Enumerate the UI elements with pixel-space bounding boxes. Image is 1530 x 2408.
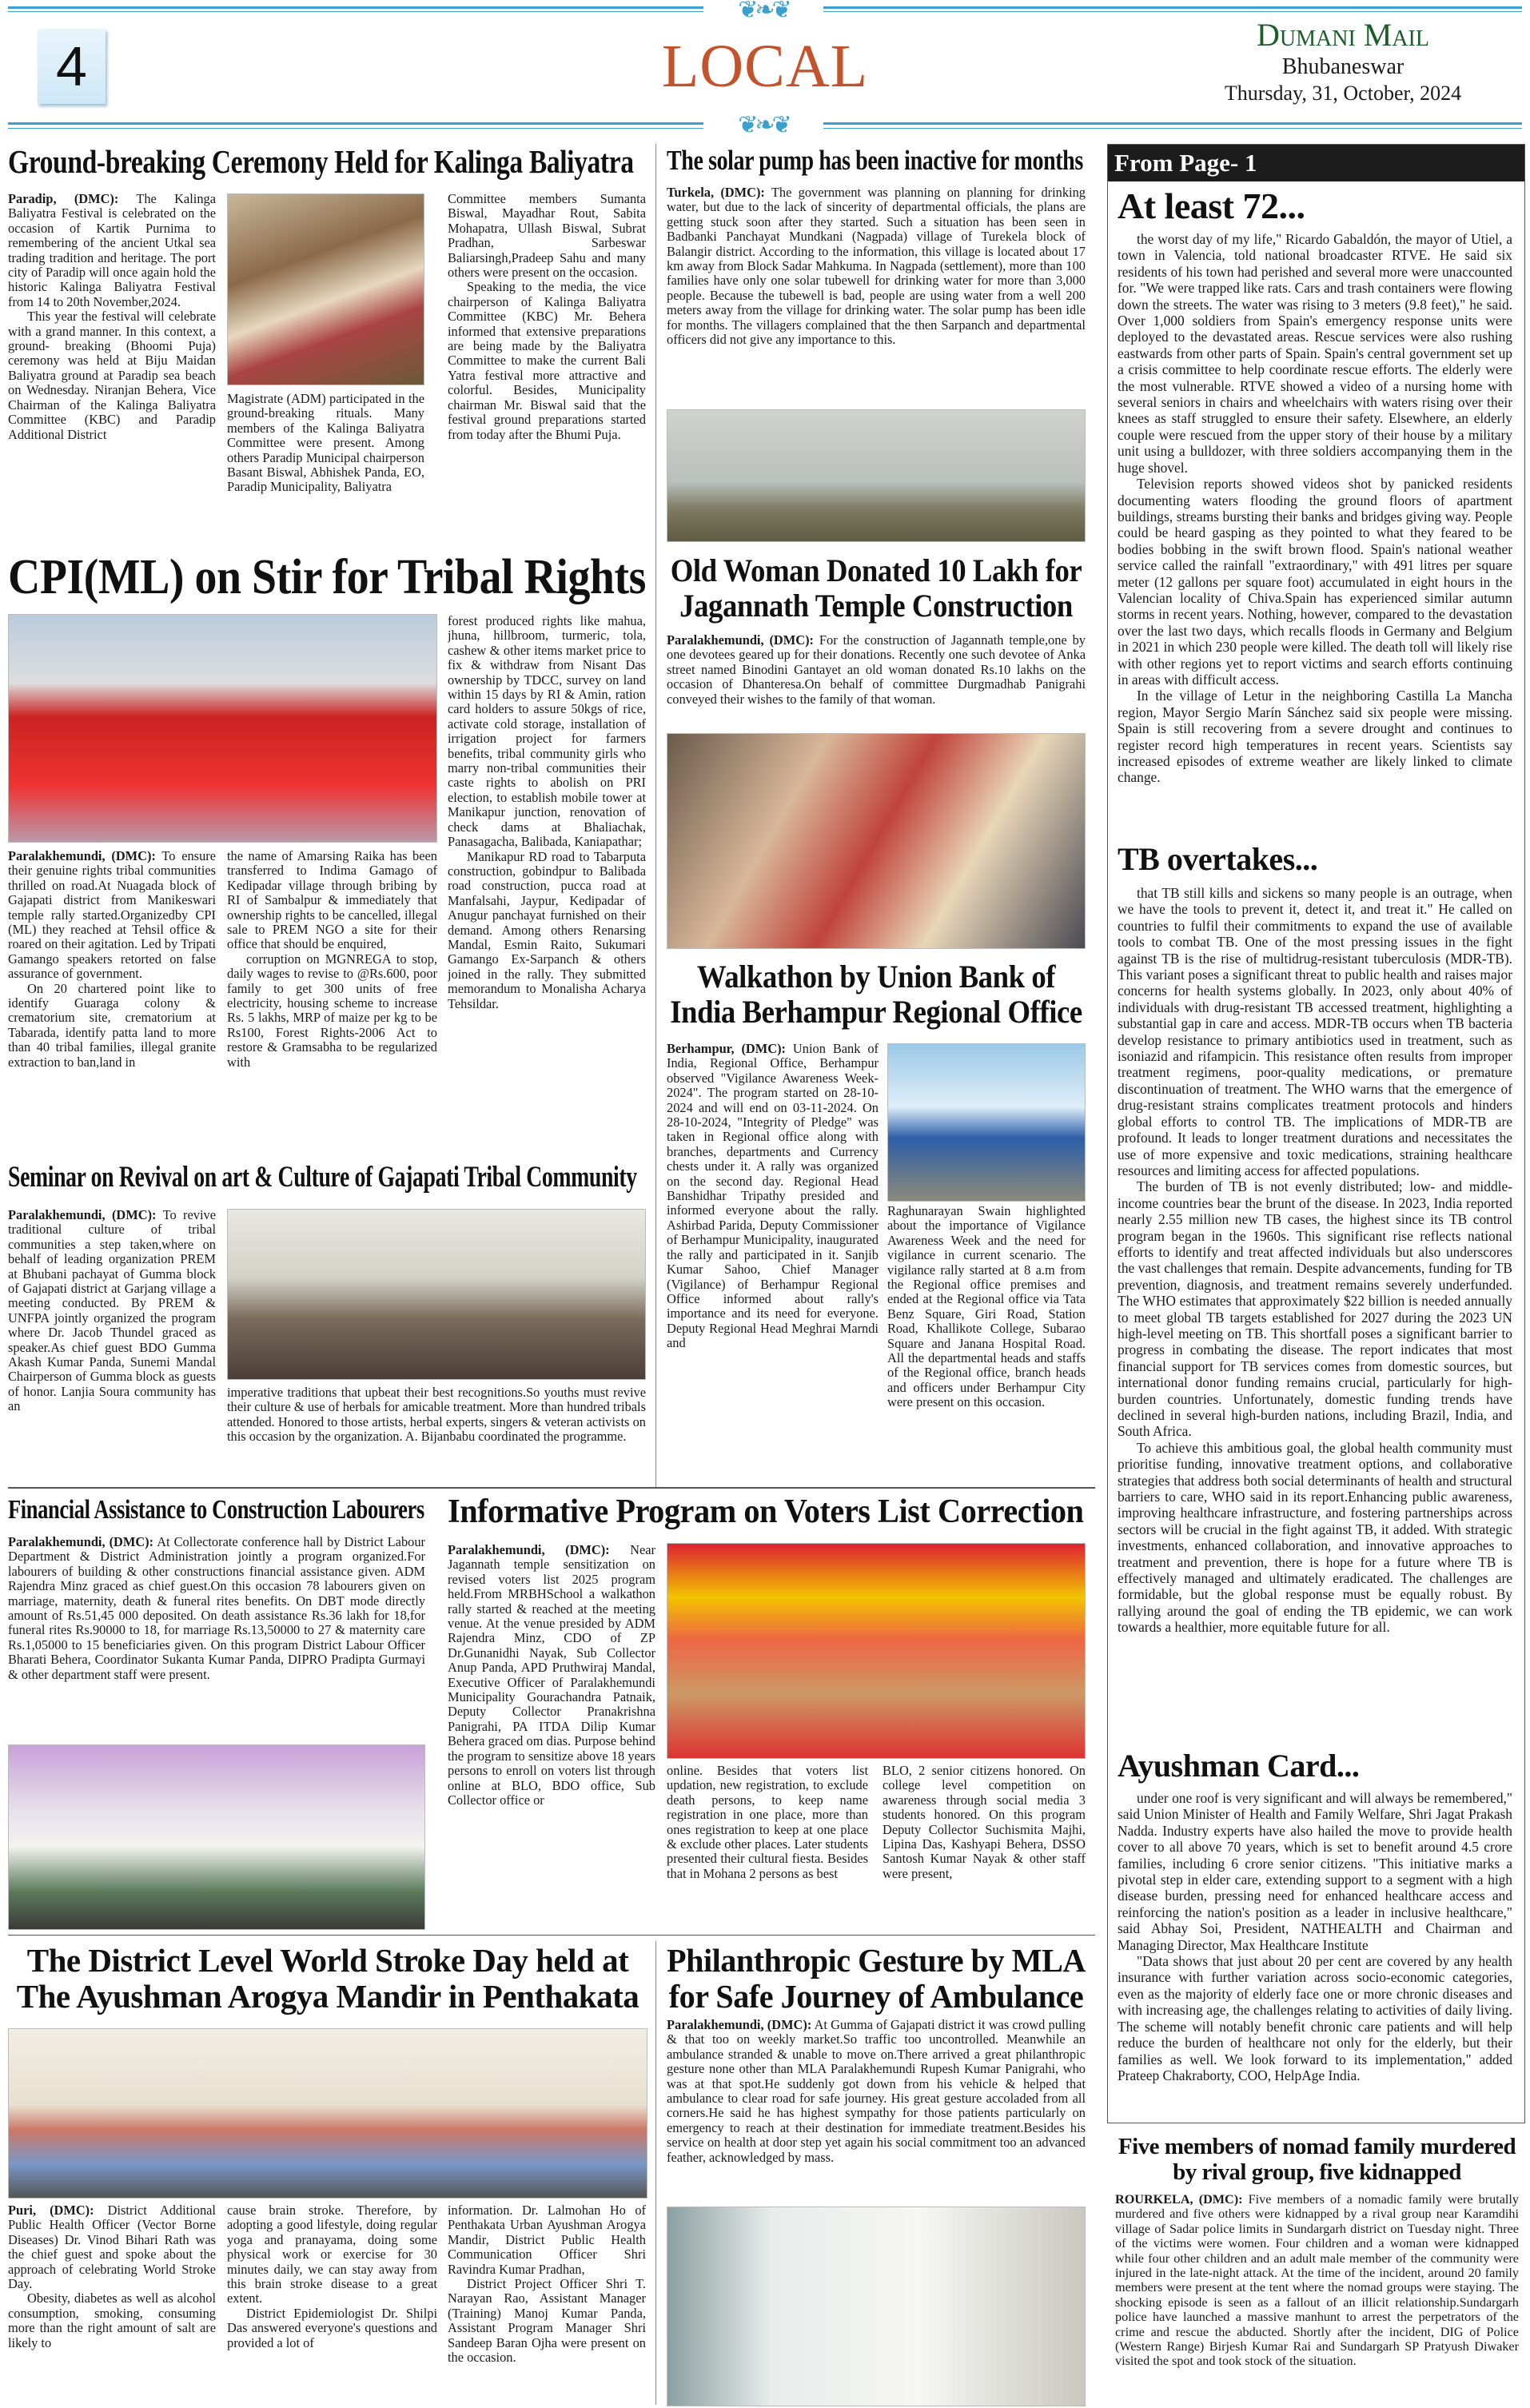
paragraph-text: To ensure their genuine rights tribal communities thrilled on road.At Nuagada block of Gajapati district from Manikeswari temple rally started.Organizedby CPI (ML) they reached at Tehsil office & roared on their agitation. Led by Tripati Gamango speakers retorted on false assurance of government. [8,849,216,982]
headline-text: CPI(ML) on Stir for Tribal Rights [8,550,646,604]
paragraph-text: the name of Amarsing Raika has been transferred to Indima Gamago of Kedipadar village through bribing by RI of Sambalpur & immediately that ownership rights to be cancelled, illegal sale to PREM NGO a site for their office that should be enquired, [227,849,437,952]
ornament-icon: ❦❧❦ [703,112,823,139]
paragraph-text: District Epidemiologist Dr. Shilpi Das answered everyone's questions and provided a lot of [227,2305,437,2350]
paragraph-text: Magistrate (ADM) participated in the ground-breaking rituals. Many members of the Kalinga Baliyatra Committee were present. Among others Paradip Municipal chairperson Basant Biswal, Abhishek Panda, EO, Paradip Municipality, Baliyatra [227,392,424,495]
headline-text: Ground-breaking Ceremony Held for Kalinga Baliyatra [8,143,634,180]
paragraph [8,982,216,1070]
headline [667,146,1086,177]
headline [1115,2135,1519,2186]
article-column [667,2018,1086,2202]
headline [667,959,1086,1030]
article-column [227,1385,646,1478]
photo-cpi-rally [8,614,437,843]
article-column [448,614,646,1154]
headline [8,1161,647,1194]
article-column [1115,2192,1519,2408]
paragraph [227,1385,646,1445]
section-divider [8,1935,1095,1936]
dateline: Paradip, (DMC): [8,192,119,206]
paragraph-text: District Project Officer Shri T. Narayan Rao, Assistant Manager (Training) Manoj Kumar Panda, Assistant Program Manager Shri Sandeep Baran Ojha were present on the occasion. [448,2276,646,2366]
paragraph-text: corruption on MGNREGA to stop, daily wages to revise to @Rs.600, poor family to get 300 units of free electricity, housing scheme to increase Rs. 5 lakhs, MRP of maize per kg to be Rs100, Forest Rights-2006 Act to restore & Gramsabha to be regularized with [227,951,437,1070]
paragraph [448,614,646,850]
article-column [883,1764,1086,1932]
paragraph-text: The burden of TB is not evenly distributed; low- and middle-income countries bear the brunt of the disease. In 2023, India reported nearly 2.55 million new TB cases, the highest since its TB control program began in the 1960s. This significant rise reflects national efforts to identify and treat affected individuals but also underscores the vast challenges that remain. Despite advancements, funding for TB prevention, diagnosis, and treatment remains severely underfunded. The WHO estimates that approximately $22 billion is needed annually to meet global TB targets established for 2027 during the 2023 UN high-level meeting on TB. This shortfall poses a significant barrier to progress in combating the disease. The report indicates that most financial support for TB services comes from domestic sources, but international donor funding remains crucial, particularly for high-burden countries. Unfortunately, domestic funding trends have declined in several high-burden nations, including Brazil, India, and South Africa. [1118,1178,1512,1440]
paragraph [1118,688,1512,785]
dateline: Paralakhemundi, (DMC): [667,633,814,648]
paragraph [1118,1178,1512,1440]
paragraph-text: under one roof is very significant and will always be remembered," said Union Minister of Health and Family Welfare, Shri Jagat Prakash Nadda. Industry experts have also hailed the move to provide health cover to all above 70 years, which is set to benefit around 4.5 crore families, including 6 crore senior citizens. "This initiative marks a pivotal step in elder care, extending support to a segment with a high disease burden, pressing need for enhanced healthcare access and reinforcing the nation's position as a leader in inclusive healthcare," said Abhay Soi, President, NATHEALTH and Chairman and Managing Director, Max Healthcare Institute [1118,1790,1512,1953]
dateline: Paralakhemundi, (DMC): [667,2018,812,2032]
dateline: Paralakhemundi, (DMC): [8,1535,154,1549]
paper-name: Dumani Mail [1257,17,1429,53]
paragraph-text: District Additional Public Health Officer (Vector Borne Diseases) Dr. Vinod Bihari Rath was the chief guest and spoke about the approach of celebrating World Stroke Day. [8,2203,216,2292]
paragraph-text: Obesity, diabetes as well as alcohol consumption, smoking, consuming more than the right amount of salt are likely to [8,2290,216,2350]
paragraph [448,2203,646,2277]
paragraph [8,309,216,442]
headline [8,144,647,180]
paragraph-text: To achieve this ambitious goal, the global health community must prioritise funding, innovative treatment options, and collaborative strategies that address both social determinants of health and structural barriers to care, WHO said in its report.Enhancing public awareness, improving healthcare infrastructure, and fostering partnerships across sectors will be crucial in the fight against TB, it added. With strategic investments, enhanced collaboration, and innovative approaches to treatment and prevention, there is hope for a future where TB is effectively managed and ultimately eradicated. The challenges are formidable, but the global response must be equally robust. By rallying around the goal of ending the TB epidemic, we can work towards a healthier, more equitable future for all. [1118,1439,1512,1636]
paragraph [448,2277,646,2365]
paragraph-text: For the construction of Jagannath temple,one by one devotees geared up for their donations. Recently one such devotee of Anka street named Binodini Gantayet an old woman donated Rs.10 lakhs on the occasion of Dhanteresa.On behalf of committee Durgmadhab Panigrahi conveyed their wishes to the family of that woman. [667,633,1086,707]
sidebar-banner: From Page- 1 [1108,145,1524,181]
paragraph [227,392,424,495]
paragraph [448,850,646,1011]
article-column [1118,1790,1512,2116]
paragraph-text: forest produced rights like mahua, jhuna, hillbroom, turmeric, tola, cashew & other items market price to fix & withdraw from Nisant Das ownership by TDCC, survey on land within 15 days by RI & Amin, ration card holders to assure 50kgs of rice, activate cold storage, installation of irrigation project for farmers benefits, tribal community girls who marry non-tribal communities their caste rights to abolish on PRI election, to establish mobile tower at Manikapur junction, renovation of check dams at Bhaliachak, Panasagacha, Balibada, Kaniapathar; [448,614,646,850]
paragraph-text: Committee members Sumanta Biswal, Mayadhar Rout, Sabita Mohapatra, Ullash Biswal, Subrat Pradhan, Sarbeswar Baliarsingh,Pradeep Sahu and many others were present on the occasion. [448,192,646,281]
headline-text: At least 72... [1118,185,1305,226]
dateline: Paralakhemundi, (DMC): [8,849,156,863]
paragraph-text: Five members of a nomadic family were brutally murdered and five others were kidnapped by a rival group near Karamdihi village of Sadar police limits in Sundargarh district on Tuesday night. Three of the victims were women. Four children and a woman were kidnapped while four other children and an adult male member of the community were injured in the late-night attack. At the time of the incident, around 20 family members were present at the tent where the nomad groups were staying. The shocking episode is seen as a fallout of an illicit relationship.Sundargarh police have launched a massive manhunt to arrest the perpetrators of the crime and rescue the abducted. Shortly after the incident, DIG of Police (Western Range) Birjesh Kumar Rai and Sundargarh SP Pratyush Diwaker visited the spot and took stock of the situation. [1115,2192,1519,2369]
article-column [227,2203,437,2408]
paragraph [667,633,1086,707]
paragraph-text: On 20 chartered point like to identify Guaraga colony & crematorium site, crematorium at Tabarada, identify patta land to more than 40 tribal families, illegal granite extraction to ban,land in [8,980,216,1070]
paragraph [448,1543,655,1808]
article-column [667,185,1086,406]
paragraph-text: Near Jagannath temple sensitization on revised voters list 2025 program held.From MRBHSchool a walkathon rally started & reached at the meeting venue. At the venue presided by ADM Rajendra Minz, CDO of ZP Dr.Gunanidhi Nayak, Sub Collector Anup Panda, APD Pruthwiraj Mandal, Executive Officer of Paralakhemundi Municipality Gourachandra Patnaik, Deputy Collector Pranakrishna Panigrahi, PA ITDA Dilip Kumar Behera graced om dias. Purpose behind the program to sensitize above 18 years persons to enroll on voters list through online at BLO, BDO office, Sub Collector office or [448,1543,655,1808]
paragraph [227,952,437,1070]
headline-text: Seminar on Revival on art & Culture of Gajapati Tribal Community [8,1161,637,1194]
headline-text: Walkathon by Union Bank of India Berhampur Regional Office [670,959,1082,1030]
headline [1118,842,1512,877]
headline [8,550,647,604]
photo-cheque-distribution [8,1744,425,1930]
paragraph [448,280,646,441]
article-column [448,2203,646,2408]
paragraph [667,2018,1086,2165]
headline-text: Informative Program on Voters List Correction [448,1493,1084,1530]
paragraph-text: The Kalinga Baliyatra Festival is celebrated on the occasion of Kartik Purnima to remembering of the ancient Utkal sea trading tradition and heritage. The port city of Paradip will once again hold the historic Kalinga Baliyatra Festival from 14 to 20th November,2024. [8,192,216,309]
photo-vigilance-rally [887,1043,1086,1202]
article-column [667,1764,868,1932]
article-column [8,1208,216,1478]
paragraph [667,1764,868,1881]
paragraph-text: Speaking to the media, the vice chairperson of Kalinga Baliyatra Committee (KBC) Mr. Behera informed that extensive preparations are being made by the Baliyatra Committee to make the current Bali Yatra festival more attractive and colorful. Besides, Municipality chairman Mr. Biswal said that the festival ground preparations started from today after the Bhumi Puja. [448,279,646,442]
paragraph [8,1208,216,1414]
paragraph-text: At Gumma of Gajapati district it was crowd pulling & that too on weekly market.So traffic too uncontrolled. Meanwhile an ambulance stranded & unable to move on.There arrived a great philanthropic gesture none other than MLA Paralakhemundi Rupesh Kumar Panigrahi, who was at that spot.He suddenly got down from his vehicle & helped that ambulance to clear road for safe journey. His great gesture accoladed from all corners.He said he has highest sympathy for those patients particularly on emergency to reach at their destination for immediate treatment.Besides his service on health at door step yet again his social commitment too an advanced feather, acknowledged by mass. [667,2018,1086,2165]
page-number: 4 [38,29,106,104]
headline-text: Philanthropic Gesture by MLA for Safe Journey of Ambulance [667,1942,1086,2015]
photo-stroke-day [8,2028,647,2199]
issue-date: Thursday, 31, October, 2024 [1224,82,1462,105]
paragraph [887,1204,1086,1410]
paragraph-text: At Collectorate conference hall by District Labour Department & District Administration jointly a program organized.For labourers of building & other constructions financial assistance given. ADM Rajendra Minz graced as chief guest.On this occasion 78 labourers given on marriage, maternity, death & funeral rites benefits. On DBT mode directly amount of Rs.51,45 000 deposited. On death assistance Rs.36 lakh for 18,for funeral rites Rs.90000 to 18, for marriage Rs.13,50000 to 27 & maternity care Rs.1,05000 to 15 beneficiaries given. On this program District Labour Officer Bharati Behera, Coordinator Sukanta Kumar Panda, DIPRO Pradipta Gurmayi & other department staff were present. [8,1535,425,1682]
paragraph-text: information. Dr. Lalmohan Ho of Penthakata Urban Ayushman Arogya Mandir, District Public Health Communication Officer Shri Ravindra Kumar Pradhan, [448,2203,646,2277]
headline [8,1495,425,1525]
dateline: Puri, (DMC): [8,2203,94,2218]
article-column [8,192,216,540]
article-column [1118,885,1512,1741]
article-column [667,1042,879,1478]
headline [448,1493,1086,1530]
section-divider [8,1487,1095,1489]
paragraph-text: In the village of Letur in the neighboring Castilla La Mancha region, Mayor Sergio Marín Sánchez said six people were missing. Spain is still recovering from a severe drought and continues to register record high temperatures in recent years. Scientists say increased episodes of extreme weather are likely linked to climate change. [1118,688,1512,786]
article-column [8,849,216,1190]
headline [667,553,1086,624]
dateline: Turkela, (DMC): [667,185,765,200]
paragraph-text: that TB still kills and sickens so many people is an outrage, when we have the tools to prevent it, detect it, and treat it." He called on countries to fulfil their commitments to expand the use of available tools to combat TB. One of the most pressing issues in the fight against TB is the rise of multidrug-resistant tuberculosis (MDR-TB). This variant poses a significant threat to public health and raises major concerns for health systems globally. In 2023, only about 40% of individuals with drug-resistant TB accessed treatment, highlighting a substantial gap in care and access. MDR-TB occurs when TB bacteria develop resistance to primary antibiotics used in treatment, such as isoniazid and rifampicin. This resistance often results from improper treatment regimens, poor-quality medications, or premature discontinuation of treatment. The WHO warns that the emergence of drug-resistant strains complicates treatment protocols and hinders global efforts to control TB. The implications of MDR-TB are profound. It leads to longer treatment durations and necessitates the use of more expensive and toxic medications, straining healthcare resources and limiting access for affected populations. [1118,885,1512,1178]
column-divider [655,1941,656,2405]
photo-cultural-program [667,1543,1086,1759]
edition-city: Bhubaneswar [1281,54,1404,79]
paragraph-text: online. Besides that voters list updation, new registration, to exclude death persons, to keep name registration in one place, more than ones registration to keep at one place & exclude other places. Later students presented their cultural fiesta. Besides that in Mohana 2 persons as best [667,1764,868,1881]
article-column [8,1535,425,1735]
dateline: Berhampur, (DMC): [667,1042,786,1056]
paragraph [667,185,1086,347]
paragraph [8,1535,425,1682]
paragraph-text: Union Bank of India, Regional Office, Berhampur observed "Vigilance Awareness Week-2024". The program started on 28-10-2024 and will end on 03-11-2024. On 28-10-2024, "Integrity of Pledge" was taken in Regional office along with branches, departments and Currency chests under it. A rally was organized on the second day. Regional Head Banshidhar Tripathy presided and informed everyone about the rally. Ashirbad Parida, Deputy Commissioner of Berhampur Municipality, inaugurated the rally and participated in it. Sanjib Kumar Sahoo, Chief Manager (Vigilance) of Berhampur Regional Office informed about rally's importance and its need for everyone. Deputy Regional Head Meghrai Marndi and [667,1042,879,1351]
paragraph [448,192,646,280]
paragraph [227,2203,437,2306]
headline-text: Five members of nomad family murdered by rival group, five kidnapped [1118,2134,1516,2185]
headline [1118,186,1512,227]
headline-text: The District Level World Stroke Day held at The Ayushman Arogya Mandir in Penthakata [16,1942,639,2015]
article-column [8,2203,216,2408]
headline-text: The solar pump has been inactive for months [667,145,1083,176]
paragraph-text: BLO, 2 senior citizens honored. On college level competition on awareness through social media 3 students honored. On this program Deputy Collector Suchismita Majhi, Lipina Das, Kashyapi Behera, DSSO Santosh Kumar Nayak & other staff were present, [883,1764,1086,1881]
headline [8,1943,647,2015]
paragraph-text: imperative traditions that upbeat their best recognitions.So youths must revive their culture & use of herbals for amicable treatment. More than hundred tribals attended. Honored to those artists, herbal experts, singers & veteran activists on this occasion by the organization. A. Bijanbabu coordinated the programme. [227,1385,646,1445]
headline-text: Financial Assistance to Construction Labourers [8,1495,424,1525]
paragraph [1118,1790,1512,1953]
dateline: Paralakhemundi, (DMC): [448,1543,610,1557]
column-divider [655,144,656,1487]
article-column [1118,231,1512,835]
headline-text: Ayushman Card... [1118,1748,1360,1784]
paragraph-text: This year the festival will celebrate with a grand manner. In this context, a ground- breaking (Bhoomi Puja) ceremony was held at Biju Maidan Baliyatra ground at Paradip sea beach on Wednesday. Niranjan Behera, Vice Chairman of the Kalinga Baliyatra Committee (KBC) and Paradip Additional District [8,309,216,442]
paragraph-text: Manikapur RD road to Tabarputa construction, gobindpur to Balibada road construction, pucca road at Manfalsahi, Jaypur, Kedipadar of Anugur panchayat furnished on their demand. Among others Renarsing Mandal, Esmin Raito, Sukumari Gamango Ex-Sarpanch & others joined in the rally. They submitted memorandum to Monalisha Acharya Tehsildar. [448,848,646,1011]
paragraph [8,849,216,982]
section-title: LOCAL [661,33,869,100]
paragraph [1118,885,1512,1178]
sidebar-from-page-1 [1107,144,1525,2123]
paragraph-text: The government was planning on planning for drinking water, but due to the lack of sincerity of departmental officials, the plans are getting stuck soon after they started. Such a situation has been seen in Badbanki Panchayat Mundkani (Nagpada) village of Turekela block of Balangir district. According to the information, this village is located about 17 km away from Block Sadar Mahkuma. In Nagpada (settlement), more than 100 families have only one solar tubewell for drinking water for more than 3,000 people. Because the tubewell is bad, people are using water from a well 200 meters away from the village for drinking water. The solar pump has been idle for months. The villagers complained that the then Sarpanch and departmental officers did not give any importance to this. [667,185,1086,348]
article-column [227,849,437,1190]
paragraph [227,2306,437,2350]
article-column [887,1204,1086,1478]
headline-text: Old Woman Donated 10 Lakh for Jagannath Temple Construction [670,552,1082,624]
dateline: ROURKELA, (DMC): [1115,2192,1243,2207]
paragraph-text: Raghunarayan Swain highlighted about the importance of Vigilance Awareness Week and the need for vigilance in current scenario. The vigilance rally started at 8 a.m from the Regional office premises and ended at the Regional office via Tata Benz Square, Giri Road, Station Road, Khallikote College, Subarao Square and Janana Hospital Road. All the departmental heads and staffs of the Regional office, branch heads and officers under Berhampur City were present on this occasion. [887,1204,1086,1410]
article-column [448,1543,655,1932]
paragraph-text: cause brain stroke. Therefore, by adopting a good lifestyle, doing regular yoga and pranayama, doing some physical work or exercise for 30 minutes daily, we can stay away from this brain stroke disease to a great extent. [227,2203,437,2306]
photo-solar-pump [667,409,1086,542]
article-column [448,192,646,540]
paragraph-text: the worst day of my life," Ricardo Gabaldón, the mayor of Utiel, a town in Valencia, told national broadcaster RTVE. He said six residents of his town had perished and several more were unaccounted for. "We were trapped like rats. Cars and trash containers were flowing down the streets. The water was rising to 3 meters (9.8 feet)," he said. Over 1,000 soldiers from Spain's emergency response units were deployed to the devastated areas. Rescue services were also rushing eastwards from other parts of Spain. Spain's central government set up a crisis committee to help coordinate rescue efforts. The elderly were the most vulnerable. RTVE showed a video of a nursing home with several seniors in chairs and wheelchairs with waters rising over their knees as staff struggled to ensure their safety. Elsewhere, an elderly couple were rescued from the upper story of their house by a military unit using a bulldozer, with three soldiers accompanying them in the huge shovel. [1118,231,1512,476]
paragraph-text: To revive traditional culture of tribal communities a step taken,where on behalf of leading organization PREM at Bhubani pachayat of Gumma block of Gajapati district at Garjang village a meeting conducted. By PREM & UNFPA jointly organized the program where Dr. Jacob Thundel graced as speaker.As chief guest BDO Gumma Akash Kumar Panda, Sunemi Mandal Chairperson of Gumma block as guests of honor. Lanjia Soura community has an [8,1208,216,1414]
paragraph [1115,2192,1519,2369]
ornament-icon: ❦❧❦ [703,0,823,24]
headline [667,1943,1086,2015]
paragraph [8,2203,216,2291]
article-column [227,392,424,540]
photo-donation [667,733,1086,949]
paragraph [667,1042,879,1351]
headline-text: TB overtakes... [1118,841,1318,877]
paragraph [1118,231,1512,476]
paragraph [1118,476,1512,688]
paragraph [8,192,216,309]
photo-seminar [227,1209,646,1380]
photo-bhoomi-puja [227,193,424,385]
paragraph-text: "Data shows that just about 20 per cent are covered by any health insurance with further variation across socio-economic categories, even as the majority of elderly face one or more chronic diseases and with increasing age, the challenges relating to activities of daily living. The scheme will notably benefit chronic care patients and will help reduce the burden of healthcare not only for the elderly, but their families as well. We look forward to its implementation," added Prateep Chakraborty, COO, HelpAge India. [1118,1953,1512,2083]
paragraph [883,1764,1086,1881]
paragraph [227,849,437,952]
dateline: Paralakhemundi, (DMC): [8,1208,157,1222]
headline [1118,1748,1512,1784]
paragraph [1118,1440,1512,1636]
paragraph [8,2291,216,2350]
paragraph-text: Television reports showed videos shot by panicked residents documenting waters flooding the ground floors of apartment buildings, streams bursting their banks and bridges giving way. People could be heard gasping as they pointed to what they feared to be bodies bobbing in the swift brown flood. Spain's national weather service called the rainfall "extraordinary," with 491 litres per square meter (12 gallons per square foot) accumulated in eight hours in the Valencian locality of Chiva.Spain has experienced similar autumn storms in recent years. Nothing, however, compared to the devastation over the last two days, which recalls floods in Germany and Belgium in 2021 in which 230 people were killed. The death toll will likely rise with other regions yet to report victims and search efforts continuing in areas with difficult access. [1118,476,1512,688]
photo-ambulance [667,2207,1086,2406]
article-column [667,633,1086,724]
paragraph [1118,1953,1512,2083]
